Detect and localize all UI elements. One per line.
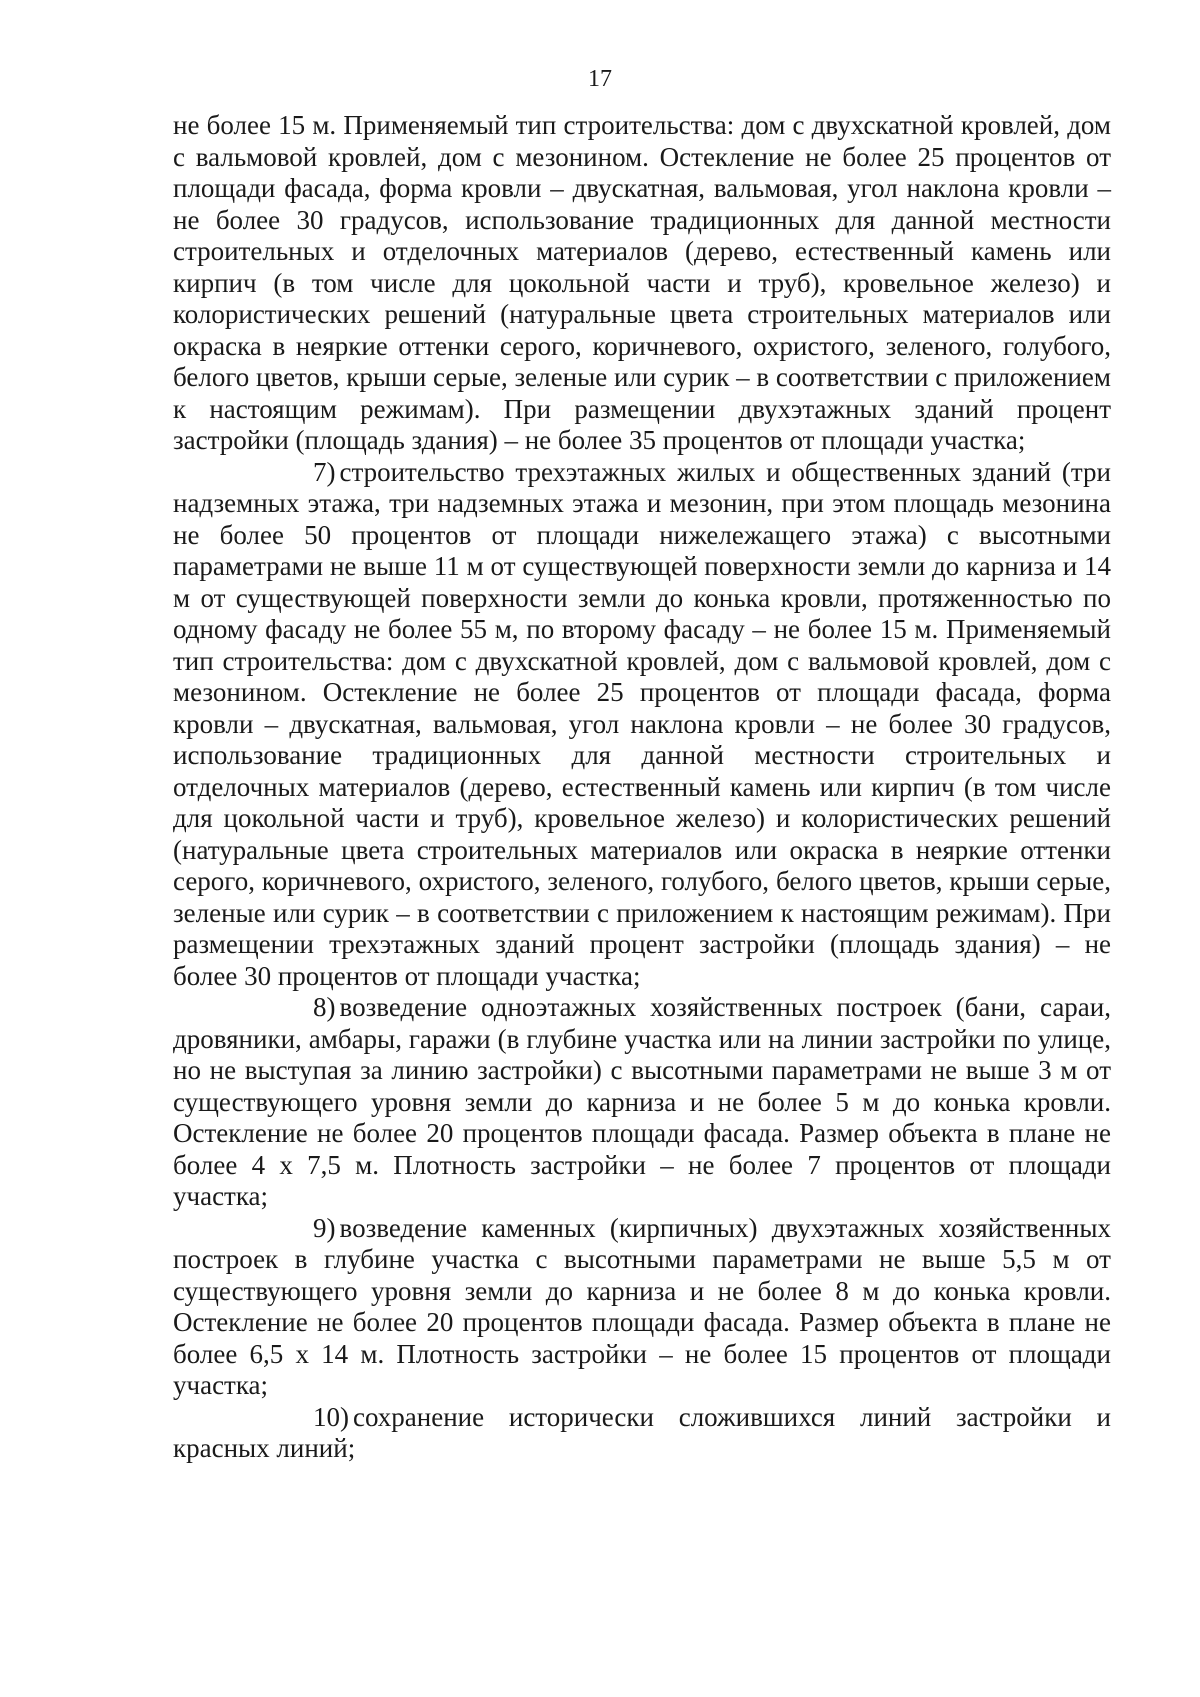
list-item-8 <box>173 992 1111 1213</box>
list-item-number: 10) <box>313 1401 349 1432</box>
list-item-7 <box>173 457 1111 993</box>
list-item-text: строительство трехэтажных жилых и общественных зданий (три надземных этажа, три надземных этажа и мезонин, при этом площадь мезонина не более 50 процентов от площади нижележащего этажа) с высотными параметрами не выше 11 м от существующей поверхности земли до карниза и 14 м от существующей поверхности земли до конька кровли, протяженностью по одному фасаду не более 55 м, по второму фасаду – не более 15 м. Применяемый тип строительства: дом с двухскатной кровлей, дом с вальмовой кровлей, дом с мезонином. Остекление не более 25 процентов от площади фасада, форма кровли – двускатная, вальмовая, угол наклона кровли – не более 30 градусов, использование традиционных для данной местности строительных и отделочных материалов (дерево, естественный камень или кирпич (в том числе для цокольной части и труб), кровельное железо) и колористических решений (натуральные цвета строительных материалов или окраска в неяркие оттенки серого, коричневого, охристого, зеленого, голубого, белого цветов, крыши серые, зеленые или сурик – в соответствии с приложением к настоящим режимам). При размещении трехэтажных зданий процент застройки (площадь здания) – не более 30 процентов от площади участка; <box>173 456 1111 991</box>
list-item-number: 7) <box>313 456 336 487</box>
list-item-text: возведение одноэтажных хозяйственных построек (бани, сараи, дровяники, амбары, гаражи (в глубине участка или на линии застройки по улице, но не выступая за линию застройки) с высотными параметрами не выше 3 м от существующего уровня земли до карниза и не более 5 м до конька кровли. Остекление не более 20 процентов площади фасада. Размер объекта в плане не более 4 х 7,5 м. Плотность застройки – не более 7 процентов от площади участка; <box>173 992 1111 1211</box>
list-item-number: 8) <box>313 992 336 1022</box>
list-item-text: возведение каменных (кирпичных) двухэтажных хозяйственных построек в глубине участка с высотными параметрами не выше 5,5 м от существующего уровня земли до карниза и не более 8 м до конька кровли. Остекление не более 20 процентов площади фасада. Размер объекта в плане не более 6,5 х 14 м. Плотность застройки – не более 15 процентов от площади участка; <box>173 1212 1111 1400</box>
list-item-number: 9) <box>313 1212 336 1243</box>
continuation-paragraph: не более 15 м. Применяемый тип строительства: дом с двухскатной кровлей, дом с вальмовой кровлей, дом с мезонином. Остекление не более 25 процентов от площади фасада, форма кровли – двускатная, вальмовая, угол наклона кровли – не более 30 градусов, использование традиционных для данной местности строительных и отделочных материалов (дерево, естественный камень или кирпич (в том числе для цокольной части и труб), кровельное железо) и колористических решений (натуральные цвета строительных материалов или окраска в неяркие оттенки серого, коричневого, охристого, зеленого, голубого, белого цветов, крыши серые, зеленые или сурик – в соответствии с приложением к настоящим режимам). При размещении двухэтажных зданий процент застройки (площадь здания) – не более 35 процентов от площади участка; <box>173 110 1111 455</box>
list-item-9 <box>173 1213 1111 1402</box>
list-item-text: сохранение исторически сложившихся линий застройки и красных линий; <box>173 1401 1111 1463</box>
list-item-10 <box>173 1402 1111 1465</box>
document-body <box>173 110 1111 1465</box>
page-number: 17 <box>588 66 612 92</box>
